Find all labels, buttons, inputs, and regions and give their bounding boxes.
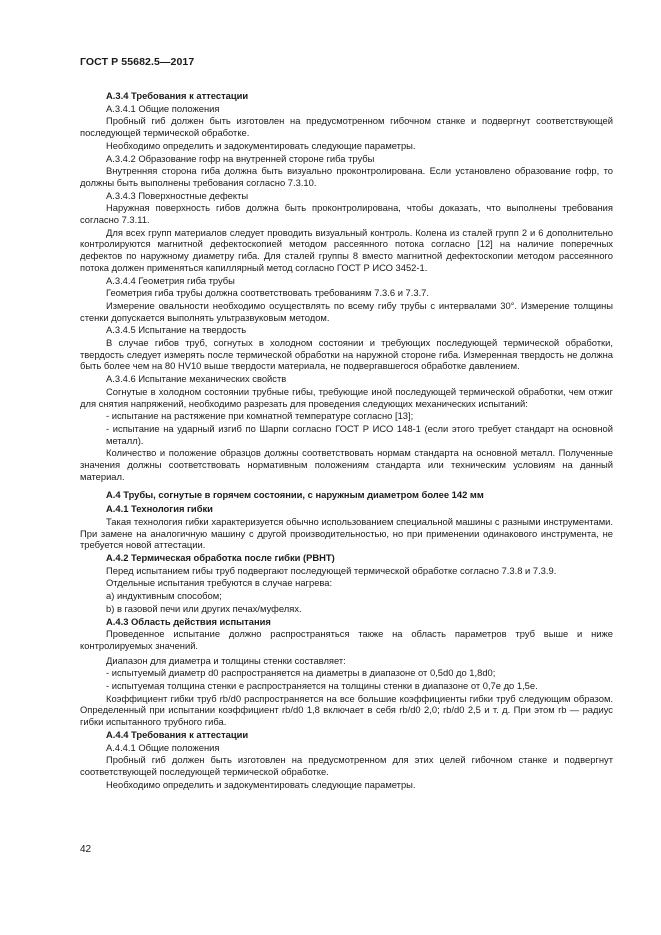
paragraph: Проведенное испытание должно распространяться также на область параметров труб выше и ниже контролируемых значений. (80, 628, 613, 651)
subsection-heading: А.3.4.6 Испытание механических свойств (106, 373, 287, 385)
subsection-heading: А.3.4.2 Образование гофр на внутренней стороне гиба трубы (106, 152, 375, 164)
subsection-heading: А.3.4.4 Геометрия гиба трубы (106, 274, 235, 286)
subsection-heading: А.3.4.5 Испытание на твердость (106, 324, 247, 336)
list-item: - испытуемый диаметр d0 распространяется на диаметры в диапазоне от 0,5d0 до 1,8d0; (106, 667, 496, 679)
page-number: 42 (80, 844, 92, 855)
paragraph: Пробный гиб должен быть изготовлен на предусмотренном гибочном станке и подвергнут соответствующей последующей термической обработке. (80, 115, 613, 139)
paragraph: Для всех групп материалов следует проводить визуальный контроль. Колена из сталей групп 2 и 6 дополнительно контролируются магнитной дефектоскопией методом рассеянного потока согласно [12] на наличие поперечных дефектов по наружному диаметру гиба. Для сталей группы 8 вместо магнитной дефектоскопии методом рассеянного потока должен применяться капиллярный метод согласно ГОСТ Р ИСО 3452-1. (80, 226, 613, 273)
paragraph: Необходимо определить и задокументировать следующие параметры. (106, 778, 416, 790)
subsection-heading: А.3.4.3 Поверхностные дефекты (106, 189, 249, 201)
paragraph: Диапазон для диаметра и толщины стенки составляет: (106, 654, 346, 666)
paragraph: Согнутые в холодном состоянии трубные гибы, требующие иной последующей термической обработки, чем отжиг для снятия напряжений, необходимо разрезать для проведения следующих механических испытаний: (80, 385, 613, 409)
section-heading-a42: А.4.2 Термическая обработка после гибки (PBHT) (106, 552, 335, 564)
paragraph: Коэффициент гибки труб rb/d0 распространяется на все большие коэффициенты гибки труб следующим образом. Определенный при испытании коэффициент rb/d0 1,8 включает в себя rb/d0 2,0; rb/d0 2,5 и т. д. При этом rb — радиус гибки испытанного трубного гиба. (80, 692, 613, 728)
paragraph: Наружная поверхность гибов должна быть проконтролирована, чтобы доказать, что выполнены требования согласно 7.3.11. (80, 202, 613, 226)
subsection-heading: А.4.4.1 Общие положения (106, 741, 220, 753)
list-item: а) индуктивным способом; (106, 590, 222, 602)
paragraph: Необходимо определить и задокументировать следующие параметры. (106, 139, 416, 151)
paragraph: Перед испытанием гибы труб подвергают последующей термической обработке согласно 7.3.8 и 7.3.9. (106, 564, 557, 576)
paragraph: Пробный гиб должен быть изготовлен на предусмотренном для этих целей гибочном станке и подвергнут соответствующей последующей термической обработке. (80, 754, 613, 777)
paragraph: Внутренняя сторона гиба должна быть визуально проконтролирована. Если установлено образование гофр, то должны быть выполнены требования согласно 7.3.10. (80, 165, 613, 188)
subsection-heading: А.3.4.1 Общие положения (106, 102, 220, 114)
paragraph: Количество и положение образцов должны соответствовать нормам стандарта на основной металл. Полученные значения должны соответствовать нормативным положениям стандарта или техническим условиям на данный материал. (80, 447, 613, 482)
section-heading-a4: А.4 Трубы, согнутые в горячем состоянии, с наружным диаметром более 142 мм (106, 488, 484, 500)
section-heading-a44: А.4.4 Требования к аттестации (106, 728, 249, 740)
paragraph: Геометрия гиба трубы должна соответствовать требованиям 7.3.6 и 7.3.7. (106, 287, 429, 299)
section-heading-a43: А.4.3 Область действия испытания (106, 615, 271, 627)
paragraph: Измерение овальности необходимо осуществлять по всему гибу трубы с интервалами 30°. Измерение толщины стенки допускается выполнять ультразвуковым методом. (80, 299, 613, 323)
document-header: ГОСТ Р 55682.5—2017 (80, 56, 195, 68)
list-item: - испытание на ударный изгиб по Шарпи согласно ГОСТ Р ИСО 148-1 (если этого требует стандарт на основной металл). (106, 422, 613, 446)
list-item: b) в газовой печи или других печах/муфелях. (106, 602, 302, 614)
paragraph: Отдельные испытания требуются в случае нагрева: (106, 577, 333, 589)
list-item: - испытуемая толщина стенки e распространяется на толщины стенки в диапазоне от 0,7e до 1,5e. (106, 680, 538, 692)
document-body (80, 90, 613, 791)
list-item: - испытание на растяжение при комнатной температуре согласно [13]; (106, 410, 414, 422)
section-heading-a41: А.4.1 Технология гибки (106, 503, 213, 515)
paragraph: Такая технология гибки характеризуется обычно использованием специальной машины с разными инструментами. При замене на аналогичную машину с другой производительностью, но при применении одинакового инструмента, не требуется новой аттестации. (80, 515, 613, 551)
paragraph: В случае гибов труб, согнутых в холодном состоянии и требующих последующей термической обработки, твердость следует измерять после термической обработки на наружной стороне гиба. Измеренная твердость не должна быть более чем на 80 HV10 выше твердости материала, не подвергавшегося обработке давлением. (80, 337, 613, 372)
section-heading-a344: А.3.4 Требования к аттестации (106, 90, 249, 101)
